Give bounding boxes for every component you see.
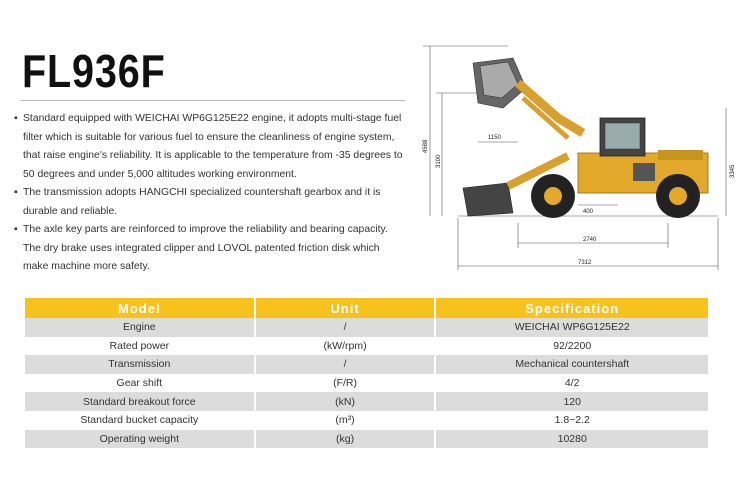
cell-spec: WEICHAI WP6G125E22 xyxy=(435,318,708,337)
feature-list xyxy=(14,110,404,277)
spec-table xyxy=(25,298,708,448)
cell-spec: 92/2200 xyxy=(435,337,708,356)
table-row xyxy=(25,392,708,411)
cell-spec: 120 xyxy=(435,392,708,411)
cell-unit: (m³) xyxy=(255,411,436,430)
cell-model: Gear shift xyxy=(25,374,255,393)
dim-wheelbase: 2740 xyxy=(583,237,597,243)
bullet-icon: ▪ xyxy=(14,113,18,124)
dim-wheel-offset: 400 xyxy=(583,209,594,215)
dim-reach: 1150 xyxy=(488,135,501,141)
dim-cab-height: 3345 xyxy=(730,164,736,178)
feature-text: The axle key parts are reinforced to improve the reliability and bearing capacity. The dry brake uses integrated clipper and LOVOL patented friction disk which make machine more safety. xyxy=(23,224,388,272)
cell-model: Standard bucket capacity xyxy=(25,411,255,430)
cell-unit: (kN) xyxy=(255,392,436,411)
cell-model: Rated power xyxy=(25,337,255,356)
table-row xyxy=(25,430,708,449)
table-row xyxy=(25,337,708,356)
header-specification: Specification xyxy=(435,298,708,318)
cell-model: Operating weight xyxy=(25,430,255,449)
bullet-icon: ▪ xyxy=(14,224,18,235)
cell-unit: / xyxy=(255,355,436,374)
cell-spec: 4/2 xyxy=(435,374,708,393)
cell-model: Engine xyxy=(25,318,255,337)
cell-unit: (F/R) xyxy=(255,374,436,393)
feature-text: Standard equipped with WEICHAI WP6G125E22 engine, it adopts multi-stage fuel filter which is suitable for various fuel to ensure the cleanliness of engine system, that raise engine's reliability. It is applicable to the temperature from -35 degrees to 50 degrees and under 5,000 altitudes working environment. xyxy=(23,113,403,180)
feature-item-engine xyxy=(14,110,404,184)
cell-spec: 10280 xyxy=(435,430,708,449)
feature-text: The transmission adopts HANGCHI specialized countershaft gearbox and it is durable and reliable. xyxy=(23,187,381,217)
table-header-row xyxy=(25,298,708,318)
cell-spec: 1.8~2.2 xyxy=(435,411,708,430)
dim-height-max: 4588 xyxy=(423,139,429,153)
header-model: Model xyxy=(25,298,255,318)
table-row xyxy=(25,318,708,337)
cell-model: Standard breakout force xyxy=(25,392,255,411)
page-title: FL936F xyxy=(22,45,166,97)
table-row xyxy=(25,374,708,393)
bullet-icon: ▪ xyxy=(14,187,18,198)
header-unit: Unit xyxy=(255,298,436,318)
feature-item-axle xyxy=(14,221,404,277)
title-divider xyxy=(20,100,405,101)
cell-unit: (kW/rpm) xyxy=(255,337,436,356)
dim-height-dump: 3100 xyxy=(436,154,442,168)
dim-length: 7312 xyxy=(578,260,592,266)
cell-unit: / xyxy=(255,318,436,337)
cell-unit: (kg) xyxy=(255,430,436,449)
table-row xyxy=(25,355,708,374)
feature-item-transmission xyxy=(14,184,404,221)
table-row xyxy=(25,411,708,430)
cell-model: Transmission xyxy=(25,355,255,374)
loader-dimension-drawing xyxy=(418,38,738,278)
cell-spec: Mechanical countershaft xyxy=(435,355,708,374)
